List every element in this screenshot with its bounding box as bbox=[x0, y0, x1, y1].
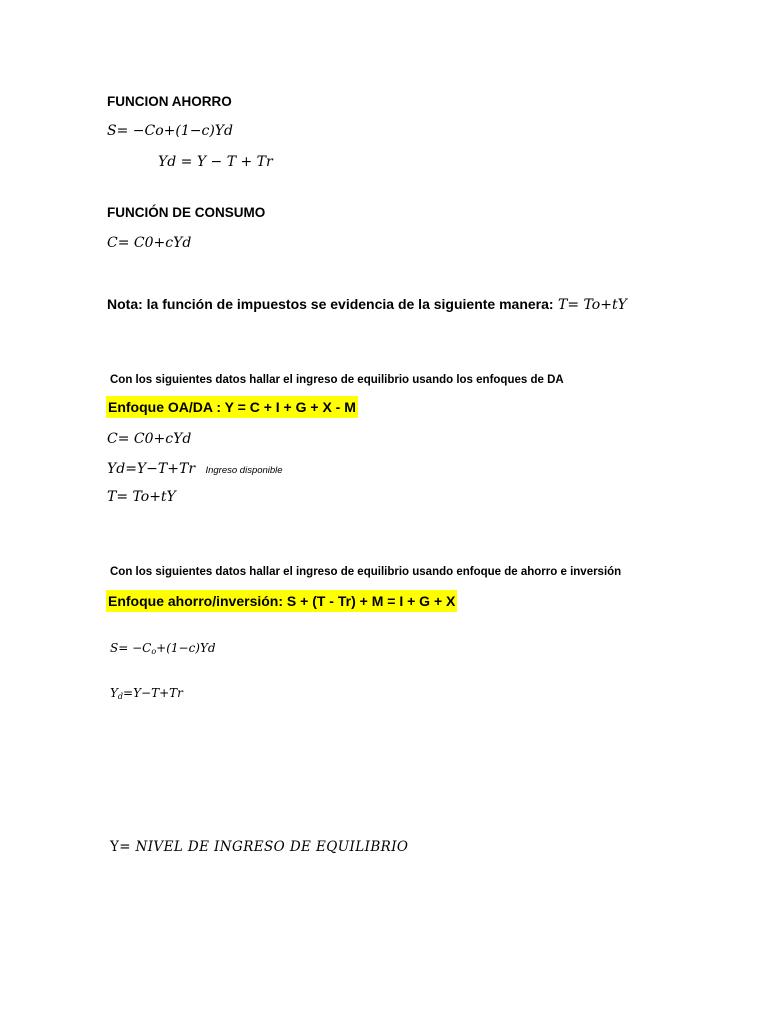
eq-s-subscript: o bbox=[151, 647, 157, 656]
ingreso-disponible-note: Ingreso disponible bbox=[205, 465, 283, 476]
equation-da-yd: Yd=Y−T+Tr bbox=[107, 461, 196, 477]
heading-funcion-ahorro: FUNCION AHORRO bbox=[107, 94, 232, 109]
equilibrio-label: Y= bbox=[110, 839, 132, 855]
equilibrio-text: NIVEL DE INGRESO DE EQUILIBRIO bbox=[135, 839, 409, 855]
intro-enfoque-da: Con los siguientes datos hallar el ingreso de equilibrio usando los enfoques de DA bbox=[110, 374, 564, 386]
eq-s-suffix: +(1−c)Yd bbox=[156, 641, 216, 655]
equation-consumo: C= C0+cYd bbox=[107, 235, 192, 251]
equation-ahorro: S= −Co+(1−c)Yd bbox=[107, 123, 233, 139]
note-text: Nota: la función de impuestos se evidencia de la siguiente manera: bbox=[107, 296, 554, 312]
equation-ahorro-inversion-s bbox=[110, 642, 216, 656]
note-formula: T= To+tY bbox=[558, 297, 627, 313]
highlight-enfoque-da-wrapper bbox=[106, 400, 358, 416]
highlight-enfoque-da: Enfoque OA/DA : Y = C + I + G + X - M bbox=[106, 396, 358, 418]
eq-yd-subscript: d bbox=[117, 692, 124, 701]
equation-da-yd-line bbox=[107, 461, 283, 477]
equation-da-consumo: C= C0+cYd bbox=[107, 431, 192, 447]
intro-enfoque-ahorro: Con los siguientes datos hallar el ingreso de equilibrio usando enfoque de ahorro e inversión bbox=[110, 566, 622, 578]
equilibrio-line bbox=[110, 839, 408, 855]
eq-yd-suffix: =Y−T+Tr bbox=[123, 686, 183, 700]
eq-yd-prefix: Y bbox=[110, 686, 118, 700]
equation-da-impuestos: T= To+tY bbox=[107, 489, 176, 505]
equation-ahorro-inversion-yd bbox=[110, 687, 183, 701]
highlight-enfoque-ahorro: Enfoque ahorro/inversión: S + (T - Tr) + M = I + G + X bbox=[106, 590, 457, 612]
equation-ingreso-disponible: Yd = Y − T + Tr bbox=[158, 154, 273, 170]
note-line bbox=[107, 297, 627, 313]
highlight-enfoque-ahorro-wrapper bbox=[106, 594, 457, 610]
eq-s-prefix: S= −C bbox=[110, 641, 152, 655]
heading-funcion-consumo: FUNCIÓN DE CONSUMO bbox=[107, 205, 266, 220]
